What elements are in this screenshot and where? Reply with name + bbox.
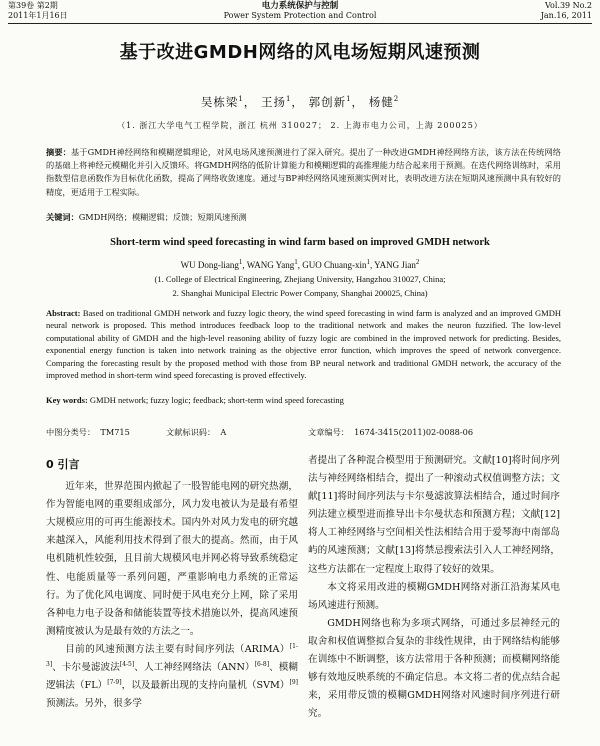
author-name: 杨健 xyxy=(368,95,394,109)
author-affil-mark: 2 xyxy=(393,95,400,104)
citation: [1-3] xyxy=(46,642,298,668)
citation: [7-9] xyxy=(107,678,122,686)
paper-title-en: Short-term wind speed forecasting in wind farm based on improved GMDH network xyxy=(110,237,490,248)
author-list-cn: 吴栋梁$^1$， 王扬$^1$， 郭创新$^1$， 杨健$^2$ xyxy=(200,95,400,109)
abstract-text-cn: 基于GMDH神经网络和模糊逻辑理论，对风电场风速预测进行了深入研究。提出了一种改进GMDH神经网络方法，该方法在传统网络的基础上将神经元模糊化并引入反馈环。将GMDH网络的低阶计算能力和模糊逻辑的高推理能力结合起来用于预测。在迭代网络训练时，采用指数型信息函数作为目标优化函数，提高了网络收敛速度。通过与BP神经网络风速预测实例对比，表明改进方法在短期风速预测中具有较好的精度，更适用于工程实际。 xyxy=(46,147,561,197)
section-heading: 0 引言 xyxy=(46,458,80,471)
author-name-en: WANG Yang xyxy=(246,260,295,270)
text-run: 预测法。另外，很多学 xyxy=(46,698,142,710)
header-date: 2011年1月16日 xyxy=(8,11,68,20)
running-header xyxy=(8,0,592,22)
keywords-text-en: GMDH network; fuzzy logic; feedback; short-term wind speed forecasting xyxy=(89,395,344,405)
author-affil-mark: 2 xyxy=(415,258,420,266)
author-affil-mark: 1 xyxy=(346,95,352,104)
author-name: 王扬 xyxy=(260,95,286,109)
text-run: 、模糊逻辑法（FL） xyxy=(46,662,299,692)
author-list-en: WU Dong-liang$^1$, WANG Yang$^1$, GUO Chuang-xin$^1$, YANG Jian$^2$ xyxy=(180,258,420,270)
affiliation-en xyxy=(0,272,600,300)
citation: [4-5] xyxy=(119,660,135,668)
paragraph: 本文将采用改进的模糊GMDH网络对浙江沿海某风电场风速进行预测。 xyxy=(308,581,560,611)
keywords-en xyxy=(46,395,561,405)
keywords-label-cn: 关键词： xyxy=(46,212,79,222)
abstract-label-en: Abstract: xyxy=(46,308,81,318)
author-name: 吴栋梁 xyxy=(200,95,239,109)
author-affil-mark: 1 xyxy=(294,258,298,266)
author-name: 郭创新 xyxy=(308,95,347,109)
keywords-label-en: Key words: xyxy=(46,395,88,405)
paragraph xyxy=(46,641,298,713)
citation: [9] xyxy=(289,678,299,686)
author-affil-mark: 1 xyxy=(238,95,244,104)
text-run: 、卡尔曼滤波法 xyxy=(52,662,120,674)
affiliation-en-line: (1. College of Electrical Engineering, Zhejiang University, Hangzhou 310027, China; xyxy=(154,274,446,284)
keywords-text-cn: GMDH网络；模糊逻辑；反馈；短期风速预测 xyxy=(78,212,247,222)
author-affil-mark: 1 xyxy=(366,258,370,266)
paragraph: 近年来，世界范围内掀起了一股智能电网的研究热潮，作为智能电网的重要组成部分，风力发电被认为是最有希望大规模应用的可再生能源技术。国内外对风力发电的研究越来越深入，风能利用技术得到了很大的提高。然而，由于风电机随机性较强，且目前大规模风电并网必将导致系统稳定性、电能质量等一系列问题，严重影响电力系统的正常运行。为了优化风电调度、同时便于风电充分上网，除了采用各种电力电子设备和储能装置等技术措施以外，提高风速预测精度被认为是最有效的方法之一。 xyxy=(46,481,298,637)
cls-value: TM715 xyxy=(100,427,130,437)
text-run: ，以及最新出现的支持向量机（SVM） xyxy=(121,680,290,692)
header-date-en: Jan.16, 2011 xyxy=(540,11,592,20)
art-label: 文章编号： xyxy=(308,427,349,437)
header-volume-issue: 第39卷 第2期 xyxy=(8,1,58,10)
doc-label: 文献标识码： xyxy=(166,427,216,437)
journal-name-en: Power System Protection and Control xyxy=(223,11,377,20)
paper-title: 基于改进GMDH网络的风电场短期风速预测 xyxy=(119,42,481,63)
keywords-cn xyxy=(46,211,561,223)
header-volume-en xyxy=(541,1,592,21)
journal-name-cn: 电力系统保护与控制 xyxy=(261,1,339,11)
cls-label: 中图分类号： xyxy=(46,427,96,437)
abstract-text-en: Based on traditional GMDH network and fuzzy logic theory, the wind speed forecasting in wind farm is analyzed and an improved GMDH neural network is proposed. This method introduces feedback loop to the traditional network and makes the neuron fuzzified. The low-level computational ability of GMDH and the high-level reasoning ability of fuzzy logic are combined in the improved network for predicting. Besides, exponential energy function is taken into network training as the objective error function, which improves the speed of network convergence. Comparing the forecasting result by the proposed method with those from BP neural network and traditional GMDH network, the accuracy of the improved method in short-term wind speed forecasting is proved effectively. xyxy=(46,308,561,381)
author-affil-mark: 1 xyxy=(285,95,292,104)
article-number xyxy=(308,427,473,438)
art-value: 1674-3415(2011)02-0088-06 xyxy=(354,427,474,437)
paragraph: GMDH网络也称为多项式网络，可通过多层神经元的取舍和权值调整拟合复杂的非线性规律，由于网络结构能够在训练中不断调整，该方法常用于各种预测；而模糊网络能够有效地反映系统的不确定信息。本文将二者的优点结合起来，采用带反馈的模糊GMDH网络对风速时间序列进行研究。 xyxy=(308,617,560,720)
doc-value: A xyxy=(220,427,227,437)
body-column-right xyxy=(308,452,560,723)
author-name-en: GUO Chuang-xin xyxy=(302,260,367,270)
body-column-left xyxy=(46,452,298,713)
header-journal xyxy=(8,1,592,21)
author-name-en: YANG Jian xyxy=(374,260,416,270)
author-name-en: WU Dong-liang xyxy=(180,260,239,270)
classification-number xyxy=(46,427,130,438)
affiliation-cn: （1. 浙江大学电气工程学院，浙江 杭州 310027； 2. 上海市电力公司，上海 200025） xyxy=(117,121,483,130)
citation: [6-8] xyxy=(254,660,270,668)
header-volume-issue-en: Vol.39 No.2 xyxy=(545,1,592,10)
text-run: 者提出了各种混合模型用于预测研究。文献[10]将时间序列法与神经网络相结合，提出了一种滚动式权值调整方法；文献[11]将时间序列法与卡尔曼滤波算法相结合，通过时间序列法建立模型进而推导出卡尔曼状态和预测方程；文献[12]将人工神经网络与空间相关性法相结合用于爱琴海中南部岛屿的风速预测；文献[13]将禁忌搜索法引入人工神经网络，这些方法都在一定程度上取得了较好的效果。 xyxy=(308,455,560,575)
text-run: 、人工神经网络法（ANN） xyxy=(134,662,255,674)
abstract-cn xyxy=(46,146,561,199)
document-code xyxy=(166,427,226,438)
abstract-en xyxy=(46,307,561,381)
author-affil-mark: 1 xyxy=(238,258,243,266)
affiliation-en-line: 2. Shanghai Municipal Electric Power Company, Shanghai 200025, China) xyxy=(172,288,428,298)
paragraph xyxy=(308,452,560,579)
text-run: 目前的风速预测方法主要有时间序列法（ARIMA） xyxy=(65,643,290,655)
header-rule xyxy=(8,23,592,24)
abstract-label-cn: 摘要： xyxy=(46,147,71,157)
